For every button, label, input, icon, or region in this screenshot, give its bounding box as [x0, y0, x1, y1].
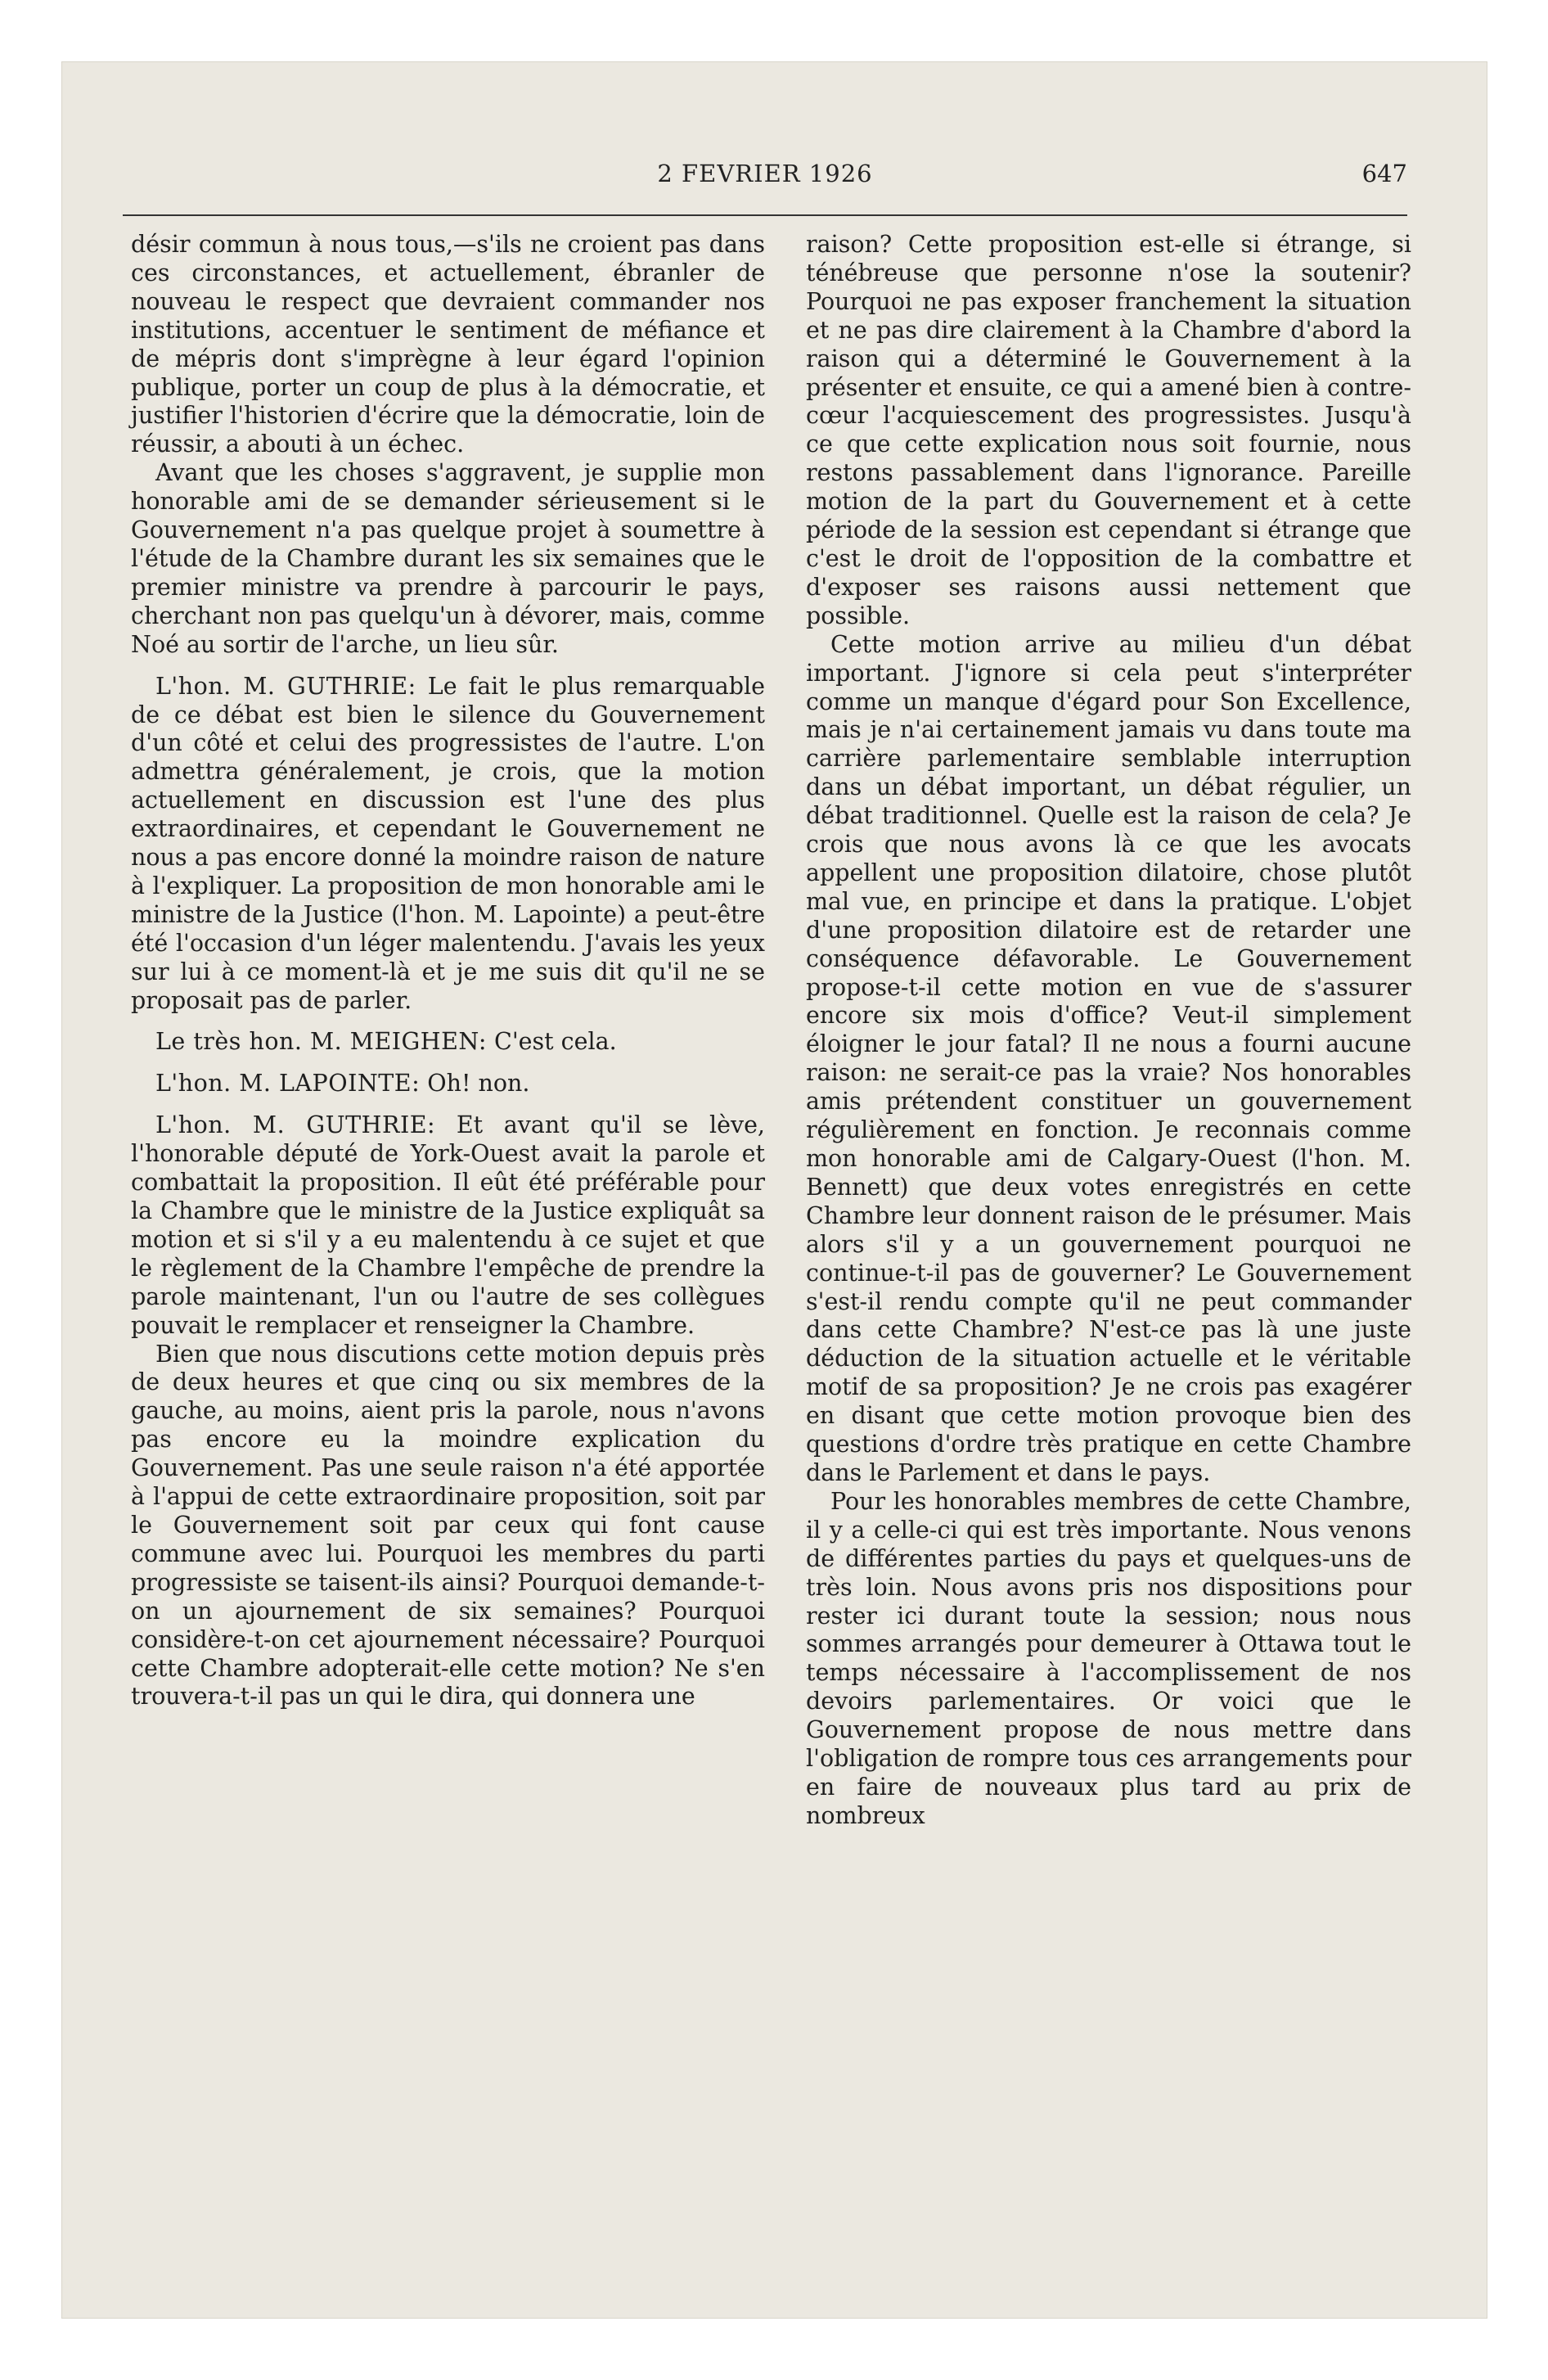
- paragraph-text: désir commun à nous tous,—s'ils ne croient pas dans ces circonstances, et actuellement, ébranler de nouveau le respect que devraient commander nos institutions, accentuer le sentiment de méfiance et de mépris dont s'imprègne à leur égard l'opinion publique, porter un coup de plus à la démocratie, et justifier l'historien d'écrire que la démocratie, loin de réussir, a abouti à un échec.: [131, 231, 765, 458]
- paragraph-text: Oh! non.: [420, 1070, 530, 1098]
- paragraph-text: raison? Cette proposition est-elle si étrange, si ténébreuse que personne n'ose la soutenir? Pourquoi ne pas exposer franchement la situation et ne pas dire clairement à la Chambre d'abord la raison qui a déterminé le Gouvernement à la présenter et ensuite, ce qui a amené bien à contre-cœur l'acquiescement des progressistes. Jusqu'à ce que cette explication nous soit fournie, nous restons passablement dans l'ignorance. Pareille motion de la part du Gouvernement et à cette période de la session est cependant si étrange que c'est le droit de l'opposition de la combattre et d'exposer ses raisons aussi nettement que possible.: [806, 231, 1411, 629]
- speaker-name: L'hon. M. LAPOINTE:: [155, 1070, 421, 1098]
- paragraph-text: C'est cela.: [486, 1028, 617, 1056]
- paragraph: [131, 231, 765, 459]
- paragraph: [131, 1111, 765, 1340]
- paragraph-text: Et avant qu'il se lève, l'honorable député de York-Ouest avait la parole et combattait la proposition. Il eût été préférable pour la Chambre que le ministre de la Justice expliquât sa motion et si s'il y a eu malentendu à ce sujet et que le règlement de la Chambre l'empêche de prendre la parole maintenant, l'un ou l'autre de ses collègues pouvait le remplacer et renseigner la Chambre.: [131, 1111, 765, 1339]
- speaker-name: L'hon. M. GUTHRIE:: [155, 1111, 436, 1139]
- paragraph: [131, 673, 765, 1016]
- paragraph: [131, 459, 765, 659]
- header-rule: [123, 214, 1407, 216]
- paragraph: [806, 631, 1411, 1488]
- speaker-name: Le très hon. M. MEIGHEN:: [155, 1028, 487, 1056]
- paragraph: [131, 1341, 765, 1712]
- paragraph: [806, 1488, 1411, 1831]
- paragraph: [131, 1070, 765, 1098]
- paragraph: [131, 1028, 765, 1057]
- paragraph: [806, 231, 1411, 631]
- paragraph-text: Bien que nous discutions cette motion depuis près de deux heures et que cinq ou six membres de la gauche, au moins, aient pris la parole, nous n'avons pas encore eu la moindre explication du Gouvernement. Pas une seule raison n'a été apportée à l'appui de cette extraordinaire proposition, soit par le Gouvernement soit par ceux qui font cause commune avec lui. Pourquoi les membres du parti progressiste se taisent-ils ainsi? Pourquoi demande-t-on un ajournement de six semaines? Pourquoi considère-t-on cet ajournement nécessaire? Pourquoi cette Chambre adopterait-elle cette motion? Ne s'en trouvera-t-il pas un qui le dira, qui donnera une: [131, 1340, 765, 1711]
- paragraph-text: Pour les honorables membres de cette Chambre, il y a celle-ci qui est très importante. Nous venons de différentes parties du pays et quelques-uns de très loin. Nous avons pris nos dispositions pour rester ici durant toute la session; nous nous sommes arrangés pour demeurer à Ottawa tout le temps nécessaire à l'accomplissement de nos devoirs parlementaires. Or voici que le Gouvernement propose de nous mettre dans l'obligation de rompre tous ces arrangements pour en faire de nouveaux plus tard au prix de nombreux: [806, 1487, 1411, 1829]
- left-column: [131, 231, 765, 1711]
- right-column: [806, 231, 1411, 1831]
- page-header: [123, 160, 1407, 192]
- paragraph-text: Cette motion arrive au milieu d'un débat important. J'ignore si cela peut s'interpréter comme un manque d'égard pour Son Excellence, mais je n'ai certainement jamais vu dans toute ma carrière parlementaire semblable interruption dans un débat important, un débat régulier, un débat traditionnel. Quelle est la raison de cela? Je crois que nous avons là ce que les avocats appellent une proposition dilatoire, chose plutôt mal vue, en principe et dans la pratique. L'objet d'une proposition dilatoire est de retarder une conséquence défavorable. Le Gouvernement propose-t-il cette motion en vue de s'assurer encore six mois d'office? Veut-il simplement éloigner le jour fatal? Il ne nous a fourni aucune raison: ne serait-ce pas la vraie? Nos honorables amis prétendent constituer un gouvernement régulièrement en fonction. Je reconnais comme mon honorable ami de Calgary-Ouest (l'hon. M. Bennett) que deux votes enregistrés en cette Chambre leur donnent raison de le présumer. Mais alors s'il y a un gouvernement pourquoi ne continue-t-il pas de gouverner? Le Gouvernement s'est-il rendu compte qu'il ne peut commander dans cette Chambre? N'est-ce pas là une juste déduction de la situation actuelle et le véritable motif de sa proposition? Je ne crois pas exagérer en disant que cette motion provoque bien des questions d'ordre très pratique en cette Chambre dans le Parlement et dans le pays.: [806, 630, 1411, 1486]
- paragraph-text: Avant que les choses s'aggravent, je supplie mon honorable ami de se demander sérieusement si le Gouvernement n'a pas quelque projet à soumettre à l'étude de la Chambre durant les six semaines que le premier ministre va prendre à parcourir le pays, cherchant non pas quelqu'un à dévorer, mais, comme Noé au sortir de l'arche, un lieu sûr.: [131, 459, 765, 658]
- speaker-name: L'hon. M. GUTHRIE:: [155, 672, 416, 700]
- paragraph-text: Le fait le plus remarquable de ce débat est bien le silence du Gouvernement d'un côté et celui des progressistes de l'autre. L'on admettra généralement, je crois, que la motion actuellement en discussion est l'une des plus extraordinaires, et cependant le Gouvernement ne nous a pas encore donné la moindre raison de nature à l'expliquer. La proposition de mon honorable ami le ministre de la Justice (l'hon. M. Lapointe) a peut-être été l'occasion d'un léger malentendu. J'avais les yeux sur lui à ce moment-là et je me suis dit qu'il ne se proposait pas de parler.: [131, 672, 766, 1014]
- page-number: 647: [1361, 160, 1407, 187]
- header-date: 2 FEVRIER 1926: [657, 160, 873, 187]
